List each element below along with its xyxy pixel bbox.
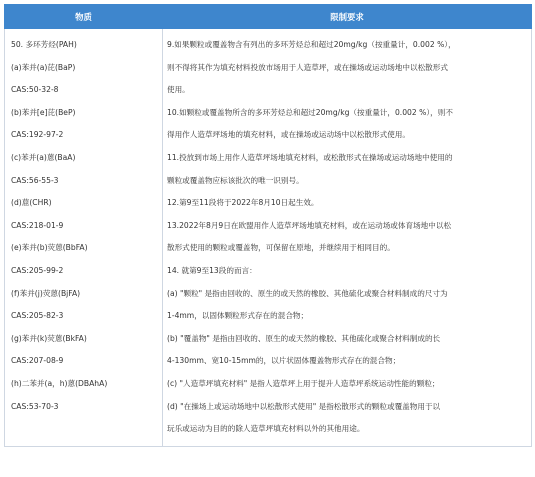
- substance-line: (e)苯并(b)荧蒽(BbFA): [11, 243, 88, 253]
- requirement-line: 则不得将其作为填充材料投放市场用于人造草坪，或在操场或运动场地中以松散形式: [167, 62, 448, 72]
- substance-line: (c)苯并(a)蒽(BaA): [11, 152, 76, 162]
- substance-line: (g)苯并(k)荧蒽(BkFA): [11, 333, 87, 343]
- substance-column-header: 物质: [5, 5, 163, 29]
- substance-line: CAS:205-82-3: [11, 311, 64, 321]
- requirement-line: (c) "人造草坪填充材料" 是指人造草坪上用于提升人造草坪系统运动性能的颗粒；: [167, 378, 440, 388]
- requirement-line: 散形式使用的颗粒或覆盖物，可保留在原地，并继续用于相同目的。: [167, 243, 395, 253]
- requirement-column-header: 限制要求: [163, 5, 532, 29]
- requirement-line: 10.如颗粒或覆盖物所含的多环芳烃总和超过20mg/kg（按重量计，0.002 %），则不: [167, 107, 453, 117]
- restriction-table: [4, 4, 532, 447]
- requirement-line: 12.第9至11段将于2022年8月10日起生效。: [167, 198, 319, 208]
- requirement-line: (d) "在操场上或运动场地中以松散形式使用" 是指松散形式的颗粒或覆盖物用于以: [167, 401, 441, 411]
- substance-line: CAS:207-08-9: [11, 356, 64, 366]
- substance-line: CAS:192-97-2: [11, 130, 64, 140]
- substance-line: CAS:50-32-8: [11, 85, 59, 95]
- requirement-line: 得用作人造草坪场地的填充材料，或在操场或运动场中以松散形式使用。: [167, 130, 410, 140]
- substance-line: (a)苯并(a)芘(BaP): [11, 62, 76, 72]
- requirement-line: (b) "覆盖物" 是指由回收的、原生的或天然的橡胶、其他硫化或聚合材料制成的长: [167, 333, 441, 343]
- substance-line: (f)苯并(j)荧蒽(BjFA): [11, 288, 81, 298]
- substance-line: CAS:53-70-3: [11, 401, 59, 411]
- requirement-line: 14. 就第9至13段的而言：: [167, 265, 257, 275]
- substance-list: [5, 29, 162, 423]
- requirement-line: (a) "颗粒" 是指由回收的、原生的或天然的橡胶、其他硫化或聚合材料制成的尺寸为: [167, 288, 448, 298]
- substance-cell: [5, 29, 163, 447]
- requirement-line: 1-4mm，以固体颗粒形式存在的混合物；: [167, 311, 309, 321]
- substance-line: CAS:56-55-3: [11, 175, 59, 185]
- requirement-text: [163, 29, 531, 446]
- substance-line: (b)苯并[e]芘(BeP): [11, 107, 76, 117]
- requirement-cell: [163, 29, 532, 447]
- requirement-line: 13.2022年8月9日在欧盟用作人造草坪场地填充材料，或在运动场或体育场地中以松: [167, 220, 452, 230]
- requirement-line: 4-130mm、宽10-15mm的，以片状固体覆盖物形式存在的混合物；: [167, 356, 401, 366]
- table-row: [5, 29, 532, 447]
- substance-line: 50. 多环芳烃(PAH): [11, 40, 77, 49]
- requirement-line: 使用。: [167, 85, 190, 95]
- substance-line: (d)䓛(CHR): [11, 198, 52, 208]
- substance-line: (h)二苯并(a，h)蒽(DBAhA): [11, 378, 108, 388]
- requirement-line: 11.投放到市场上用作人造草坪场地填充材料，或松散形式在操场或运动场地中使用的: [167, 152, 453, 162]
- table-header-row: [5, 5, 532, 29]
- requirement-line: 9.如果颗粒或覆盖物含有列出的多环芳烃总和超过20mg/kg（按重量计，0.002 %），: [167, 40, 456, 49]
- substance-line: CAS:218-01-9: [11, 220, 64, 230]
- requirement-line: 玩乐或运动为目的的除人造草坪填充材料以外的其他用途。: [167, 424, 365, 434]
- substance-line: CAS:205-99-2: [11, 265, 64, 275]
- requirement-line: 颗粒或覆盖物应标该批次的唯一识别号。: [167, 175, 304, 185]
